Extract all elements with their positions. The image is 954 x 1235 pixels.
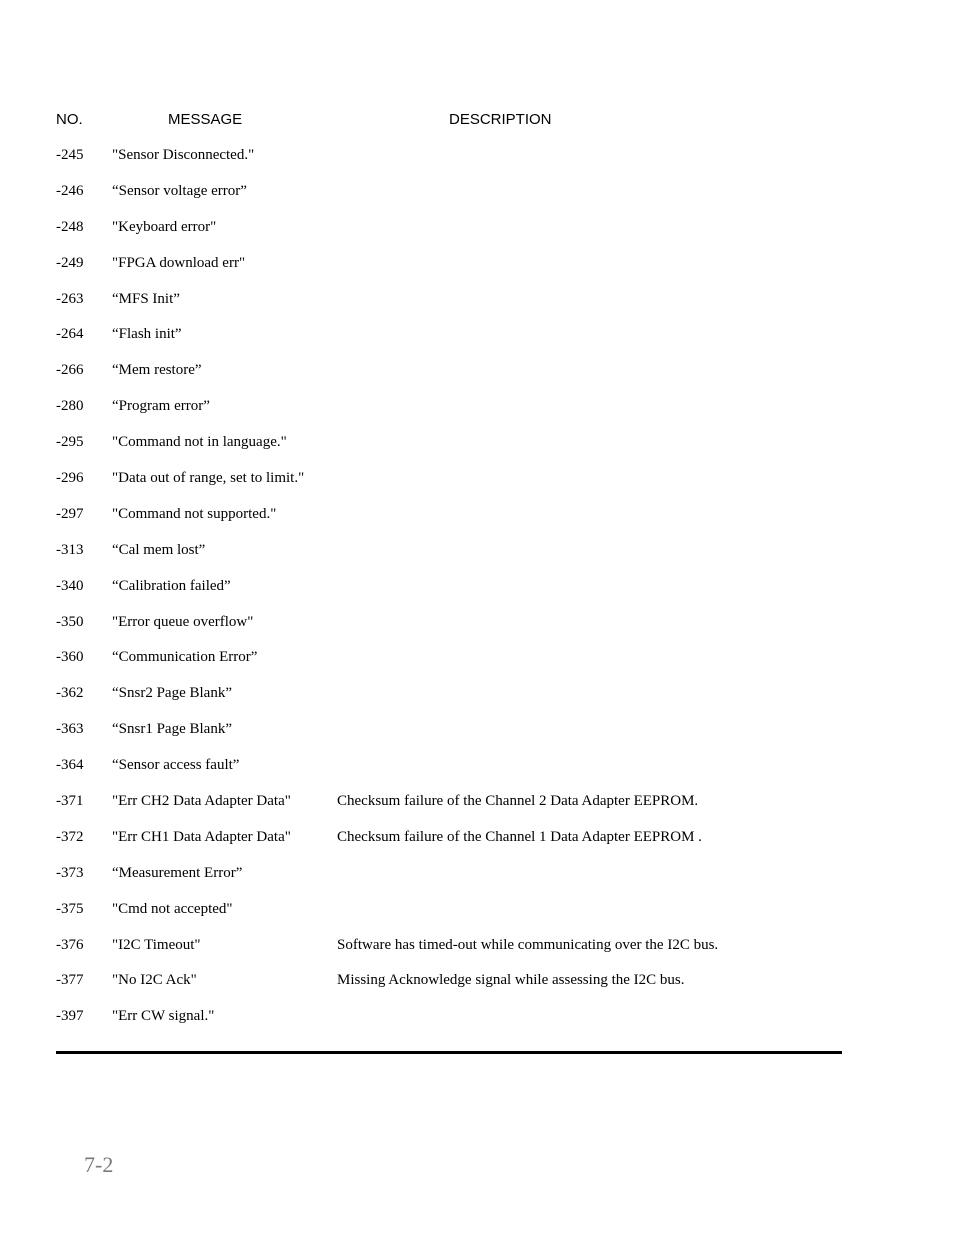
table-row: [0, 757, 954, 793]
error-message: “Communication Error”: [112, 649, 258, 666]
error-number: -263: [56, 290, 84, 307]
column-header-message: MESSAGE: [168, 111, 243, 128]
error-description: Checksum failure of the Channel 2 Data Adapter EEPROM.: [337, 793, 699, 810]
table-row: [0, 1008, 954, 1044]
error-message: "Error queue overflow": [112, 613, 254, 630]
error-message: “Calibration failed”: [112, 577, 231, 594]
error-number: -280: [56, 398, 84, 415]
error-message: "Command not in language.": [112, 434, 287, 451]
error-number: -373: [56, 864, 84, 881]
error-number: -350: [56, 613, 84, 630]
error-number: -360: [56, 649, 84, 666]
error-description: Software has timed-out while communicating over the I2C bus.: [337, 936, 719, 953]
error-message: "Sensor Disconnected.": [112, 147, 255, 163]
table-row: [0, 793, 954, 829]
error-number: -397: [56, 1008, 84, 1025]
error-number: -245: [56, 147, 84, 163]
error-number: -249: [56, 254, 84, 271]
error-number: -313: [56, 541, 84, 558]
error-message: “Snsr1 Page Blank”: [112, 721, 232, 738]
error-message-table: [0, 147, 954, 1044]
table-row: [0, 255, 954, 291]
column-header-description: DESCRIPTION: [449, 111, 552, 128]
error-message: “Mem restore”: [112, 362, 202, 379]
error-message: "FPGA download err": [112, 254, 246, 271]
column-header-no: NO.: [56, 111, 83, 128]
error-number: -248: [56, 218, 84, 235]
error-message: "Err CH1 Data Adapter Data": [112, 828, 291, 845]
error-number: -266: [56, 362, 84, 379]
table-row: [0, 147, 954, 183]
error-message: “Cal mem lost”: [112, 541, 206, 558]
table-row: [0, 183, 954, 219]
error-description: Checksum failure of the Channel 1 Data Adapter EEPROM .: [337, 828, 702, 845]
table-row: [0, 578, 954, 614]
table-row: [0, 685, 954, 721]
error-message: "Keyboard error": [112, 218, 217, 235]
table-row: [0, 614, 954, 650]
error-number: -371: [56, 793, 84, 810]
table-row: [0, 972, 954, 1008]
table-row: [0, 362, 954, 398]
error-message: "Err CH2 Data Adapter Data": [112, 793, 291, 810]
table-row: [0, 542, 954, 578]
error-message: "No I2C Ack": [112, 972, 197, 989]
error-number: -377: [56, 972, 84, 989]
table-row: [0, 326, 954, 362]
error-message: “Program error”: [112, 398, 210, 415]
table-row: [0, 649, 954, 685]
table-row: [0, 398, 954, 434]
error-message: “MFS Init”: [112, 290, 180, 307]
error-number: -295: [56, 434, 84, 451]
table-row: [0, 219, 954, 255]
table-row: [0, 829, 954, 865]
error-number: -296: [56, 470, 84, 487]
table-row: [0, 291, 954, 327]
error-number: -375: [56, 900, 84, 917]
table-row: [0, 865, 954, 901]
table-header: [0, 111, 954, 131]
table-row: [0, 721, 954, 757]
error-number: -364: [56, 757, 84, 774]
error-message: “Sensor voltage error”: [112, 182, 247, 199]
table-row: [0, 434, 954, 470]
table-row: [0, 470, 954, 506]
error-message: "Data out of range, set to limit.": [112, 470, 305, 487]
error-message: “Flash init”: [112, 326, 182, 343]
error-number: -376: [56, 936, 84, 953]
error-number: -363: [56, 721, 84, 738]
error-message: “Measurement Error”: [112, 864, 243, 881]
error-number: -340: [56, 577, 84, 594]
error-number: -297: [56, 505, 84, 522]
table-row: [0, 901, 954, 937]
error-message: “Sensor access fault”: [112, 757, 240, 774]
table-row: [0, 506, 954, 542]
table-row: [0, 937, 954, 973]
error-message: "Cmd not accepted": [112, 900, 233, 917]
error-number: -362: [56, 685, 84, 702]
error-number: -372: [56, 828, 84, 845]
error-message: “Snsr2 Page Blank”: [112, 685, 232, 702]
error-message: "I2C Timeout": [112, 936, 201, 953]
error-number: -246: [56, 182, 84, 199]
page-number: 7-2: [84, 1152, 114, 1177]
error-message: "Command not supported.": [112, 505, 277, 522]
error-message: "Err CW signal.": [112, 1008, 215, 1025]
error-number: -264: [56, 326, 84, 343]
error-description: Missing Acknowledge signal while assessing the I2C bus.: [337, 972, 685, 989]
bottom-rule: [56, 1051, 842, 1054]
